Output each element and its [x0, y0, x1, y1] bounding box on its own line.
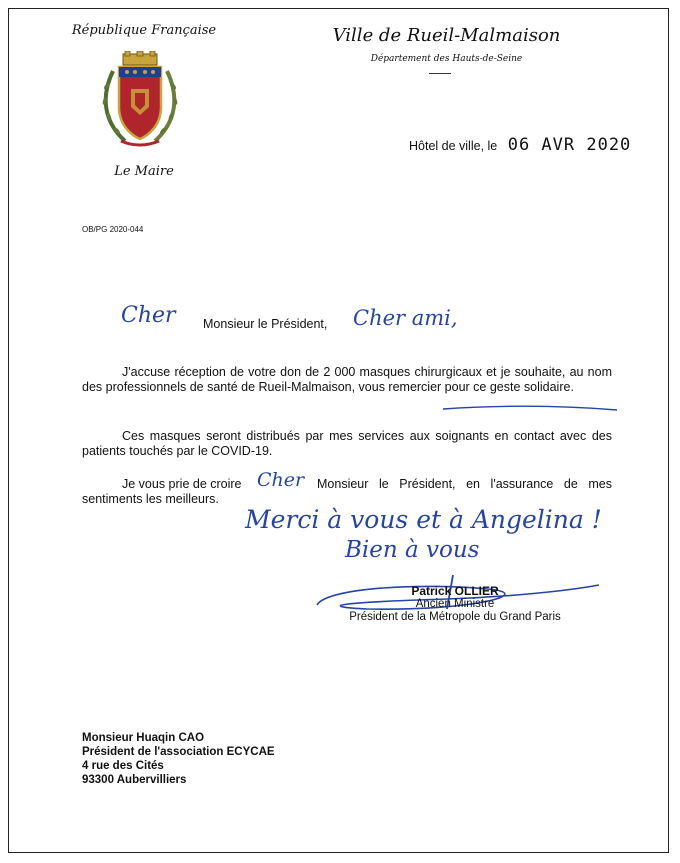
crest-icon [95, 51, 185, 151]
city-name: Ville de Rueil-Malmaison [332, 25, 561, 46]
handwritten-cher-salutation: Cher [121, 303, 176, 328]
closing-end: Monsieur le Président, en l'assurance de mes sentiments les meilleurs. [82, 477, 612, 506]
closing-start: Je vous prie de croire [122, 477, 242, 491]
paragraph-2: Ces masques seront distribués par mes services aux soignants en contact avec des patients touchés par le COVID-19. [82, 429, 612, 458]
recipient-line-2: Président de l'association ECYCAE [82, 746, 275, 758]
recipient-line-3: 4 rue des Cités [82, 760, 164, 772]
department-name: Département des Hauts-de-Seine [370, 54, 523, 64]
date-line [409, 135, 631, 155]
paragraph-1: J'accuse réception de votre don de 2 000 masques chirurgicaux et je souhaite, au nom des professionnels de santé de Rueil-Malmaison, vous remercier pour ce geste solidaire. [82, 365, 612, 394]
city-crest-logo [95, 51, 185, 151]
signature-block [340, 585, 570, 624]
date-prefix: Hôtel de ville, le [409, 139, 498, 153]
header-divider [429, 73, 451, 74]
mayor-heading: Le Maire [114, 164, 174, 179]
handwritten-thanks-note: Merci à vous et à Angelina ! [245, 505, 602, 534]
recipient-line-1: Monsieur Huaqin CAO [82, 732, 205, 744]
handwritten-cher-closing: Cher [257, 469, 305, 491]
recipient-address [82, 731, 275, 787]
handwritten-regards-note: Bien à vous [345, 537, 480, 563]
date-stamp: 06 AVR 2020 [507, 135, 632, 155]
letter-page [8, 8, 669, 853]
reference-number: OB/PG 2020-044 [82, 225, 144, 234]
signatory-title-2: Président de la Métropole du Grand Paris [349, 611, 561, 623]
handwritten-cher-ami: Cher ami, [353, 306, 458, 330]
salutation: Monsieur le Président, [203, 317, 328, 331]
signatory-name: Patrick OLLIER [411, 584, 499, 598]
signatory-title-1: Ancien Ministre [415, 598, 495, 610]
republic-heading: République Française [71, 23, 217, 38]
underline-stroke [441, 401, 621, 415]
recipient-line-4: 93300 Aubervilliers [82, 774, 187, 786]
